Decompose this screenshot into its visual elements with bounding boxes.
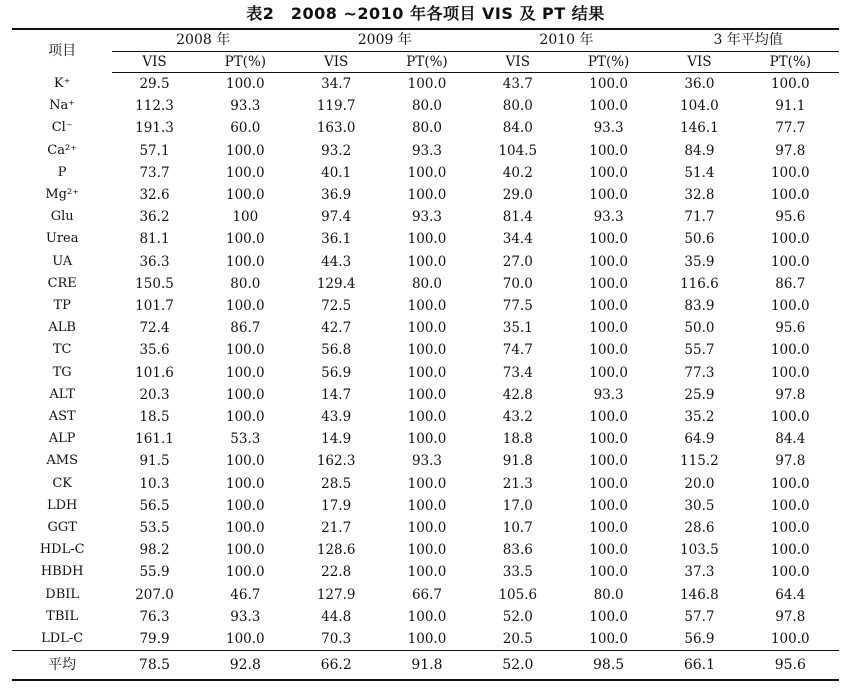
table-cell: 56.8 <box>321 342 352 359</box>
row-label: ALP <box>48 431 76 447</box>
table-cell: 100.0 <box>770 231 810 248</box>
table-cell: 80.0 <box>411 120 442 137</box>
table-cell: 97.8 <box>775 608 806 625</box>
table-cell: 52.0 <box>502 608 533 625</box>
table-cell: 70.3 <box>321 631 352 648</box>
table-cell: 100.0 <box>407 342 447 359</box>
table-cell: 100.0 <box>226 364 265 381</box>
table-cell: 100.0 <box>770 520 810 537</box>
table-cell: 43.2 <box>502 409 533 426</box>
table-cell: 36.0 <box>684 76 715 92</box>
table-cell: 34.4 <box>502 231 533 248</box>
table-cell: 55.9 <box>139 564 170 581</box>
group-header-3yr-average: 3 年平均值 <box>657 29 839 52</box>
table-cell: 100.0 <box>589 564 628 581</box>
table-cell: 100.0 <box>770 364 810 381</box>
table-cell: 100.0 <box>226 453 265 470</box>
table-row <box>12 539 839 561</box>
table-cell: 81.1 <box>139 231 170 248</box>
table-cell: 64.9 <box>684 431 715 448</box>
table-cell: 100.0 <box>407 253 447 270</box>
table-cell: 95.6 <box>775 209 806 226</box>
table-cell: 42.7 <box>321 320 352 337</box>
table-cell: 33.5 <box>502 564 533 581</box>
table-cell: 60.0 <box>230 120 261 137</box>
table-cell: 100.0 <box>589 542 628 559</box>
table-row <box>12 384 839 406</box>
table-cell: 100.0 <box>226 409 265 426</box>
pt-header: PT(%) <box>197 52 294 73</box>
table-cell: 128.6 <box>316 542 356 559</box>
table-cell: 66.1 <box>657 651 741 681</box>
table-cell: 100.0 <box>770 298 810 315</box>
table-cell: 20.0 <box>684 475 715 492</box>
pt-header: PT(%) <box>560 52 657 73</box>
table-cell: 10.3 <box>139 475 170 492</box>
table-cell: 93.3 <box>593 120 624 137</box>
table-title: 表2 2008 ~2010 年各项目 VIS 及 PT 结果 <box>246 4 605 23</box>
table-cell: 100.0 <box>589 608 628 625</box>
table-cell: 100.0 <box>226 497 265 514</box>
row-label: CRE <box>47 275 77 291</box>
table-cell: 37.3 <box>684 564 715 581</box>
table-cell: 100.0 <box>226 386 265 403</box>
table-cell: 64.4 <box>775 586 806 603</box>
table-cell: 100.0 <box>589 431 628 448</box>
table-cell: 51.4 <box>684 164 715 181</box>
table-cell: 43.9 <box>321 409 352 426</box>
row-label: HDL-C <box>39 542 85 558</box>
table-cell: 91.5 <box>139 453 170 470</box>
table-cell: 57.1 <box>139 142 170 159</box>
table-cell: 100.0 <box>226 475 265 492</box>
table-cell: 100.0 <box>770 409 810 426</box>
vis-header: VIS <box>294 52 378 73</box>
table-cell: 100.0 <box>589 631 628 648</box>
table-cell: 34.7 <box>321 76 352 92</box>
table-cell: 80.0 <box>230 275 261 292</box>
subheader-row <box>12 52 839 73</box>
table-cell: 163.0 <box>316 120 356 137</box>
table-cell: 93.3 <box>411 142 442 159</box>
table-cell: 22.8 <box>321 564 352 581</box>
table-cell: 78.5 <box>112 651 196 681</box>
table-cell: 100.0 <box>589 475 628 492</box>
table-cell: 93.3 <box>230 98 261 115</box>
table-cell: 100.0 <box>770 76 810 92</box>
row-label: Urea <box>45 231 79 247</box>
row-label: LDL-C <box>41 631 84 647</box>
table-cell: 86.7 <box>775 275 806 292</box>
table-cell: 104.5 <box>498 142 538 159</box>
table-cell: 77.3 <box>684 364 715 381</box>
table-cell: 91.8 <box>378 651 475 681</box>
vis-header: VIS <box>657 52 741 73</box>
table-row <box>12 406 839 428</box>
table-row <box>12 184 839 206</box>
row-label: ALB <box>48 320 76 336</box>
table-row <box>12 362 839 384</box>
table-cell: 77.5 <box>502 298 533 315</box>
table-row <box>12 273 839 295</box>
table-cell: 79.9 <box>139 631 170 648</box>
table-cell: 150.5 <box>135 275 174 292</box>
table-cell: 52.0 <box>476 651 560 681</box>
item-column-header: 项目 <box>48 42 77 59</box>
table-cell: 100.0 <box>589 342 628 359</box>
table-cell: 100 <box>232 209 259 226</box>
table-row <box>12 162 839 184</box>
table-cell: 53.5 <box>139 520 170 537</box>
table-cell: 100.0 <box>407 564 447 581</box>
table-cell: 86.7 <box>230 320 261 337</box>
table-row <box>12 561 839 583</box>
row-label: Mg²⁺ <box>45 187 80 203</box>
table-cell: 21.3 <box>502 475 533 492</box>
table-cell: 93.3 <box>411 209 442 226</box>
table-cell: 100.0 <box>770 342 810 359</box>
group-header-2008: 2008 年 <box>112 29 294 52</box>
table-cell: 100.0 <box>770 631 810 648</box>
table-cell: 93.3 <box>230 608 261 625</box>
table-cell: 100.0 <box>589 253 628 270</box>
table-cell: 76.3 <box>139 608 170 625</box>
table-cell: 100.0 <box>407 76 447 92</box>
table-cell: 70.0 <box>502 275 533 292</box>
table-cell: 100.0 <box>589 409 628 426</box>
row-label: AMS <box>46 453 78 469</box>
table-cell: 40.2 <box>502 164 533 181</box>
table-cell: 100.0 <box>226 520 265 537</box>
table-row <box>12 140 839 162</box>
vis-header: VIS <box>476 52 560 73</box>
row-label: Cl⁻ <box>51 120 73 136</box>
table-cell: 43.7 <box>502 76 533 92</box>
table-cell: 100.0 <box>770 497 810 514</box>
table-row <box>12 628 839 651</box>
table-cell: 100.0 <box>589 520 628 537</box>
table-cell: 129.4 <box>316 275 356 292</box>
table-cell: 46.7 <box>230 586 261 603</box>
table-cell: 100.0 <box>589 298 628 315</box>
table-cell: 44.8 <box>321 608 352 625</box>
table-cell: 97.8 <box>775 142 806 159</box>
table-row <box>12 73 839 96</box>
row-label: TC <box>52 342 72 358</box>
table-cell: 84.4 <box>775 431 806 448</box>
table-cell: 91.1 <box>775 98 806 115</box>
table-cell: 100.0 <box>407 542 447 559</box>
table-cell: 100.0 <box>770 164 810 181</box>
group-header-2009: 2009 年 <box>294 29 476 52</box>
row-label: Glu <box>50 209 74 225</box>
table-cell: 35.1 <box>502 320 533 337</box>
table-cell: 36.1 <box>321 231 352 248</box>
table-cell: 97.8 <box>775 386 806 403</box>
table-cell: 29.0 <box>502 187 533 204</box>
row-label: Na⁺ <box>49 98 76 114</box>
group-header-2010: 2010 年 <box>476 29 658 52</box>
table-row <box>12 473 839 495</box>
table-row <box>12 317 839 339</box>
table-row <box>12 517 839 539</box>
table-cell: 35.2 <box>684 409 715 426</box>
row-label: Ca²⁺ <box>47 142 78 158</box>
table-cell: 100.0 <box>589 98 628 115</box>
results-table <box>12 28 839 681</box>
table-cell: 101.7 <box>135 298 174 315</box>
table-row <box>12 428 839 450</box>
table-cell: 127.9 <box>316 586 356 603</box>
table-cell: 116.6 <box>680 275 719 292</box>
table-cell: 97.4 <box>321 209 352 226</box>
table-cell: 100.0 <box>407 187 447 204</box>
table-cell: 100.0 <box>226 564 265 581</box>
table-cell: 146.8 <box>680 586 719 603</box>
table-cell: 115.2 <box>680 453 719 470</box>
table-cell: 100.0 <box>407 608 447 625</box>
table-cell: 91.8 <box>502 453 533 470</box>
row-label: TBIL <box>46 608 79 624</box>
table-cell: 100.0 <box>770 253 810 270</box>
table-cell: 191.3 <box>135 120 174 137</box>
table-body <box>12 73 839 651</box>
table-cell: 162.3 <box>316 453 356 470</box>
table-cell: 100.0 <box>226 342 265 359</box>
table-cell: 66.2 <box>294 651 378 681</box>
table-cell: 44.3 <box>321 253 352 270</box>
table-cell: 50.0 <box>684 320 715 337</box>
table-cell: 40.1 <box>321 164 352 181</box>
table-cell: 42.8 <box>502 386 533 403</box>
table-cell: 100.0 <box>589 320 628 337</box>
table-cell: 57.7 <box>684 608 715 625</box>
table-cell: 105.6 <box>498 586 538 603</box>
vis-header: VIS <box>112 52 196 73</box>
table-cell: 56.5 <box>139 497 170 514</box>
row-label: CK <box>52 475 73 491</box>
table-cell: 80.0 <box>411 275 442 292</box>
table-row <box>12 495 839 517</box>
table-cell: 72.5 <box>321 298 352 315</box>
table-cell: 80.0 <box>502 98 533 115</box>
table-cell: 36.3 <box>139 253 170 270</box>
table-cell: 100.0 <box>770 564 810 581</box>
table-cell: 36.2 <box>139 209 170 226</box>
table-cell: 35.6 <box>139 342 170 359</box>
row-label: TP <box>53 298 71 314</box>
row-label: 平均 <box>12 651 112 681</box>
row-label: DBIL <box>45 586 80 602</box>
row-label: P <box>57 164 67 180</box>
table-cell: 66.7 <box>411 586 442 603</box>
table-cell: 73.7 <box>139 164 170 181</box>
table-cell: 100.0 <box>226 142 265 159</box>
table-cell: 100.0 <box>589 142 628 159</box>
table-cell: 71.7 <box>684 209 715 226</box>
average-row <box>12 651 839 681</box>
table-cell: 100.0 <box>407 320 447 337</box>
table-cell: 17.9 <box>321 497 352 514</box>
table-cell: 161.1 <box>135 431 174 448</box>
table-cell: 55.7 <box>684 342 715 359</box>
table-cell: 53.3 <box>230 431 261 448</box>
table-cell: 72.4 <box>139 320 170 337</box>
table-row <box>12 206 839 228</box>
table-cell: 56.9 <box>684 631 715 648</box>
table-cell: 84.9 <box>684 142 715 159</box>
table-row <box>12 606 839 628</box>
table-cell: 104.0 <box>680 98 719 115</box>
table-cell: 32.6 <box>139 187 170 204</box>
table-cell: 74.7 <box>502 342 533 359</box>
table-cell: 80.0 <box>593 586 624 603</box>
table-cell: 100.0 <box>226 187 265 204</box>
table-cell: 100.0 <box>407 631 447 648</box>
table-cell: 100.0 <box>407 409 447 426</box>
table-cell: 98.2 <box>139 542 170 559</box>
year-header-row <box>12 29 839 52</box>
table-cell: 77.7 <box>775 120 806 137</box>
table-cell: 100.0 <box>589 164 628 181</box>
table-row <box>12 251 839 273</box>
table-cell: 17.0 <box>502 497 533 514</box>
row-label: AST <box>48 409 76 425</box>
table-cell: 100.0 <box>589 76 628 92</box>
table-cell: 28.5 <box>321 475 352 492</box>
table-cell: 100.0 <box>589 275 628 292</box>
table-cell: 81.4 <box>502 209 533 226</box>
table-cell: 100.0 <box>589 453 628 470</box>
table-cell: 100.0 <box>407 431 447 448</box>
table-cell: 14.7 <box>321 386 352 403</box>
table-cell: 93.3 <box>411 453 442 470</box>
table-cell: 93.2 <box>321 142 352 159</box>
row-label: HBDH <box>40 564 84 580</box>
table-cell: 146.1 <box>680 120 719 137</box>
table-row <box>12 450 839 472</box>
table-cell: 25.9 <box>684 386 715 403</box>
table-cell: 100.0 <box>407 386 447 403</box>
table-cell: 100.0 <box>226 631 265 648</box>
table-cell: 93.3 <box>593 386 624 403</box>
table-cell: 100.0 <box>589 231 628 248</box>
table-cell: 100.0 <box>407 164 447 181</box>
table-cell: 101.6 <box>135 364 174 381</box>
table-cell: 100.0 <box>407 231 447 248</box>
pt-header: PT(%) <box>378 52 475 73</box>
table-cell: 50.6 <box>684 231 715 248</box>
table-cell: 100.0 <box>226 298 265 315</box>
table-cell: 100.0 <box>770 187 810 204</box>
table-cell: 83.9 <box>684 298 715 315</box>
table-cell: 30.5 <box>684 497 715 514</box>
table-cell: 35.9 <box>684 253 715 270</box>
table-cell: 100.0 <box>407 364 447 381</box>
table-row <box>12 228 839 250</box>
table-cell: 95.6 <box>775 320 806 337</box>
table-row <box>12 584 839 606</box>
table-row <box>12 339 839 361</box>
table-cell: 20.5 <box>502 631 533 648</box>
table-cell: 100.0 <box>226 253 265 270</box>
table-cell: 100.0 <box>407 520 447 537</box>
row-label: UA <box>52 253 73 269</box>
row-label: GGT <box>47 520 77 536</box>
table-cell: 27.0 <box>502 253 533 270</box>
table-cell: 100.0 <box>589 497 628 514</box>
table-cell: 100.0 <box>226 231 265 248</box>
table-cell: 98.5 <box>560 651 657 681</box>
table-cell: 100.0 <box>770 475 810 492</box>
table-cell: 18.8 <box>502 431 533 448</box>
table-cell: 32.8 <box>684 187 715 204</box>
table-cell: 93.3 <box>593 209 624 226</box>
table-cell: 73.4 <box>502 364 533 381</box>
table-cell: 100.0 <box>589 187 628 204</box>
table-cell: 18.5 <box>139 409 170 426</box>
table-cell: 100.0 <box>226 164 265 181</box>
table-cell: 100.0 <box>770 542 810 559</box>
table-cell: 83.6 <box>502 542 533 559</box>
table-cell: 80.0 <box>411 98 442 115</box>
table-row <box>12 95 839 117</box>
row-label: TG <box>52 364 72 380</box>
table-cell: 28.6 <box>684 520 715 537</box>
table-cell: 20.3 <box>139 386 170 403</box>
table-cell: 100.0 <box>407 475 447 492</box>
table-cell: 56.9 <box>321 364 352 381</box>
table-cell: 14.9 <box>321 431 352 448</box>
table-cell: 84.0 <box>502 120 533 137</box>
table-cell: 100.0 <box>226 76 265 92</box>
row-label: K⁺ <box>53 75 71 91</box>
table-cell: 119.7 <box>316 98 356 115</box>
table-cell: 100.0 <box>226 542 265 559</box>
table-cell: 100.0 <box>407 298 447 315</box>
table-cell: 21.7 <box>321 520 352 537</box>
table-cell: 100.0 <box>407 497 447 514</box>
table-cell: 100.0 <box>589 364 628 381</box>
table-cell: 95.6 <box>742 651 839 681</box>
table-cell: 92.8 <box>197 651 294 681</box>
table-cell: 207.0 <box>135 586 174 603</box>
table-row <box>12 117 839 139</box>
table-cell: 29.5 <box>139 76 170 92</box>
table-cell: 112.3 <box>135 98 174 115</box>
table-row <box>12 295 839 317</box>
row-label: ALT <box>49 386 75 402</box>
row-label: LDH <box>46 497 78 513</box>
pt-header: PT(%) <box>742 52 839 73</box>
table-cell: 36.9 <box>321 187 352 204</box>
table-cell: 103.5 <box>680 542 719 559</box>
table-cell: 10.7 <box>502 520 533 537</box>
table-cell: 97.8 <box>775 453 806 470</box>
